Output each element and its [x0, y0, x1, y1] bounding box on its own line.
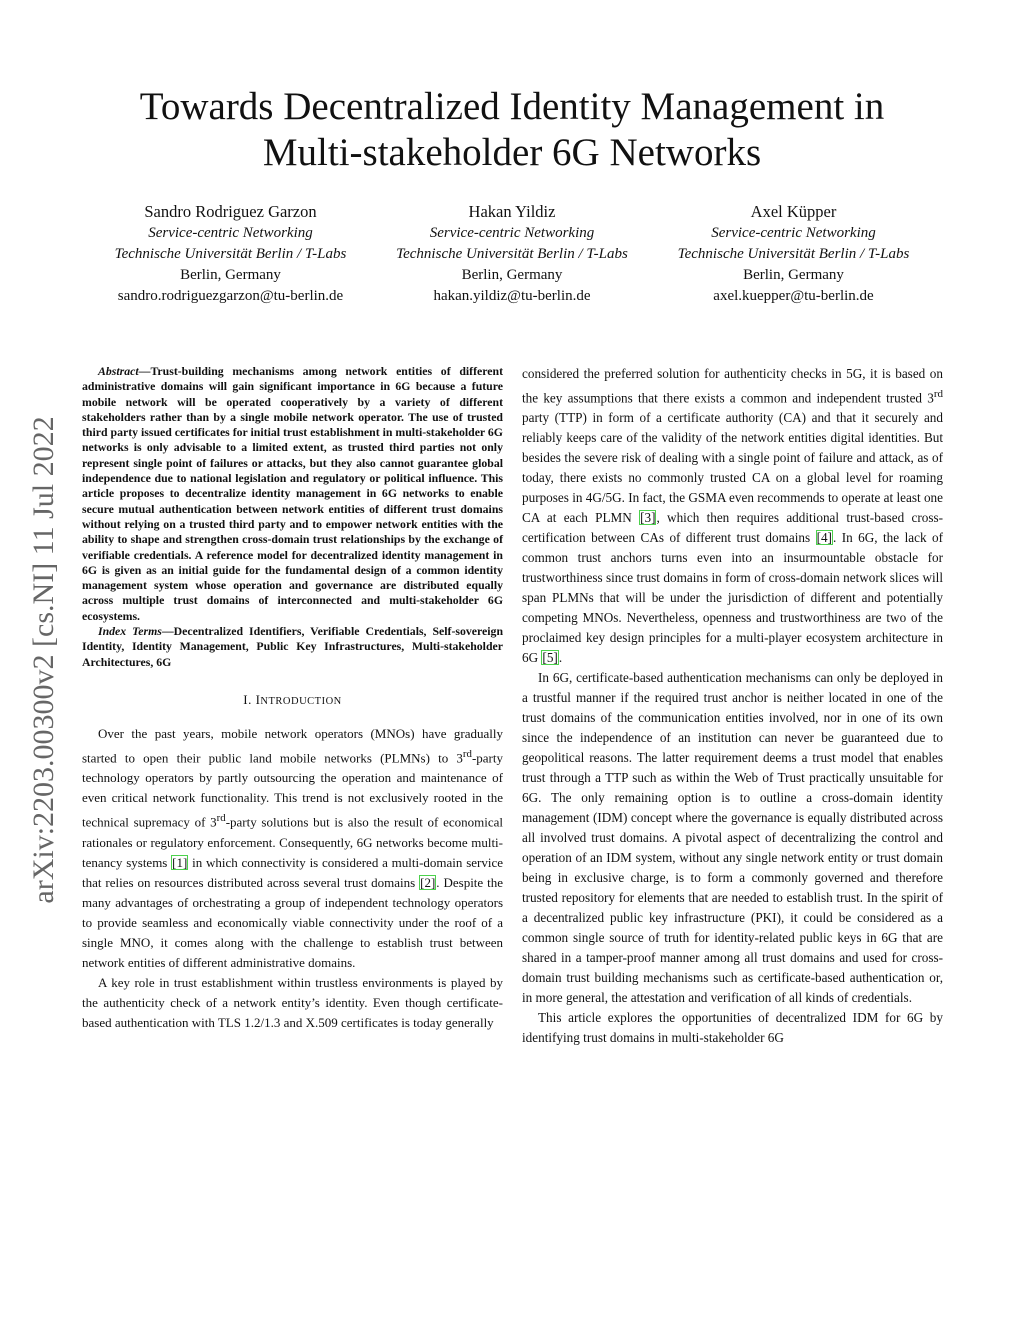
author-2 [372, 201, 653, 307]
index-terms-label: Index Terms [98, 624, 162, 639]
abstract-text: —Trust-building mechanisms among network entities of different administrative domains will gain significant importance in 6G because a future mobile network will be operated cooperatively by a variety of different stakeholders rather than by a single mobile network operator. The use of trusted third party issued certificates for initial trust establishment in multi-stakeholder 6G networks is only advisable to a limited extent, as trusted third parties not only represent single point of failures or attacks, but they also cannot guarantee global independence due to national legislation and regulatory or political influence. This article proposes to decentralize identity management in 6G networks to enable secure mutual authentication between network entities of different trust domains without relying on a trusted third party and to empower network entities with the ability to shape and strengthen cross-domain trust relationships by the exchange of verifiable credentials. A reference model for decentralized identity management in 6G is given as an initial guide for the fundamental design of a common identity management system whose operation and governance are distributed equally across multiple trust domains of interconnected and multi-stakeholder 6G ecosystems. [82, 364, 503, 623]
citation-link[interactable]: [2] [420, 874, 436, 890]
right-paragraph-1: considered the preferred solution for authenticity checks in 5G, it is based on the key assumptions that there exists a common and independent trusted 3rd party (TTP) in form of a certificate authority (CA) and that it securely and reliably keeps care of the validity of the network entities digital identities. But besides the severe risk of dealing with a single point of failure and attack, as of today, there exists no commonly trusted CA on a global level for roaming purposes in 4G/5G. In fact, the GSMA even recommends to operate at least one CA at each PLMN [3], which then requires additional trust-based cross-certification between CAs of different trust domains [4]. In 6G, the lack of common trust anchors turns even into an insurmountable obstacle for trustworthiness since trust domains in form of cross-domain network slices will span PLMNs that will be under the jurisdiction of different and potentially competing MNOs. Nevertheless, openness and trustworthiness are two of the proclaimed key design principles for a multi-player ecosystem architecture in 6G [5]. [522, 366, 944, 666]
paper-title [80, 84, 944, 176]
title-line-1: Towards Decentralized Identity Management in [139, 85, 885, 128]
arxiv-sidebar [24, 370, 64, 950]
right-paragraph-3: This article explores the opportunities of decentralized IDM for 6G by identifying trust domains in multi-stakeholder 6G [522, 1010, 943, 1046]
author-dept: Service-centric Networking [711, 225, 876, 241]
author-email: sandro.rodriguezgarzon@tu-berlin.de [117, 288, 344, 304]
citation-link[interactable]: [5] [542, 650, 558, 666]
author-city: Berlin, Germany [461, 267, 563, 283]
author-city: Berlin, Germany [180, 267, 281, 283]
author-email: axel.kuepper@tu-berlin.de [713, 288, 874, 304]
abstract-label: Abstract [98, 364, 139, 378]
left-column [82, 364, 503, 1033]
author-org: Technische Universität Berlin / T-Labs [396, 246, 628, 262]
index-terms-text: —Decentralized Identifiers, Verifiable Credentials, Self-sovereign Identity, Identity Management, Public Key Infrastructures, Multi-stakeholder Architectures, 6G [82, 624, 504, 669]
author-name: Hakan Yildiz [468, 202, 556, 221]
author-dept: Service-centric Networking [148, 225, 313, 241]
section-heading-introduction: I. INTRODUCTION [243, 691, 342, 707]
author-org: Technische Universität Berlin / T-Labs [677, 246, 910, 262]
author-1 [90, 201, 371, 307]
abstract [82, 364, 503, 624]
citation-link[interactable]: [4] [816, 530, 832, 546]
index-terms [82, 624, 503, 670]
author-email: hakan.yildiz@tu-berlin.de [433, 288, 591, 304]
right-paragraph-2: In 6G, certificate-based authentication mechanisms can only be deployed in a trustful manner if the required trust anchor is neither located in one of the trust domains of the communication entities involved, nor in one of its own since the independence of an institution can never be guaranteed due to geopolitical reasons. The latter requirement deems a trust model that enables trust through a TTP such as within the Web of Trust practically unsuitable for 6G. The only remaining option is to outline a cross-domain identity management (IDM) concept where the governance is equally distributed across all involved trust domains. A pivotal aspect of decentralizing the control and operation of an IDM system, without any single network entity or trust domain being in exclusive charge, is to form a commonly governed and therefore trusted repository for elements that are needed to establish trust. In the spirit of a decentralized public key infrastructure (PKI), it could be considered as a common single source of truth for identity-related public keys in 6G that are shared in a tamper-proof manner among all trust domains and used for cross-domain trust building mechanisms such as certificate-based authentication or, in more general, the attestation and verification of all kinds of credentials. [522, 670, 943, 1006]
arxiv-identifier: arXiv:2203.00300v2 [cs.NI] 11 Jul 2022 [27, 416, 60, 904]
intro-paragraph-2: A key role in trust establishment within trustless environments is played by the authenticity check of a network entity’s identity. Even though certificate-based authentication with TLS 1.2/1.3 and X.509 certificates is today generally [82, 974, 503, 1030]
author-dept: Service-centric Networking [429, 225, 595, 241]
author-3 [653, 201, 934, 307]
author-name: Axel Küpper [750, 202, 837, 221]
right-column [522, 364, 943, 1048]
intro-paragraph-1: Over the past years, mobile network operators (MNOs) have gradually started to open their public land mobile networks (PLMNs) to 3rd-party technology operators by partly outsourcing the operation and maintenance of even critical network functionality. This trend is not exclusively rooted in the technical supremacy of 3rd-party solutions but is also the result of economical rationales or regulatory enforcement. Consequently, 6G networks become multi-tenancy systems [1] in which connectivity is considered a multi-domain service that relies on resources distributed across several trust domains [2]. Despite the many advantages of orchestrating a group of independent technology operators to provide seamless and economically viable connectivity under the roof of a single MNO, it comes along with the challenge to establish trust between network entities of different administrative domains. [82, 725, 503, 970]
author-city: Berlin, Germany [743, 267, 844, 283]
author-name: Sandro Rodriguez Garzon [144, 202, 317, 221]
citation-link[interactable]: [1] [172, 854, 188, 870]
title-line-2: Multi-stakeholder 6G Networks [262, 131, 762, 174]
author-org: Technische Universität Berlin / T-Labs [114, 246, 347, 262]
citation-link[interactable]: [3] [640, 510, 656, 526]
author-block [90, 201, 934, 307]
